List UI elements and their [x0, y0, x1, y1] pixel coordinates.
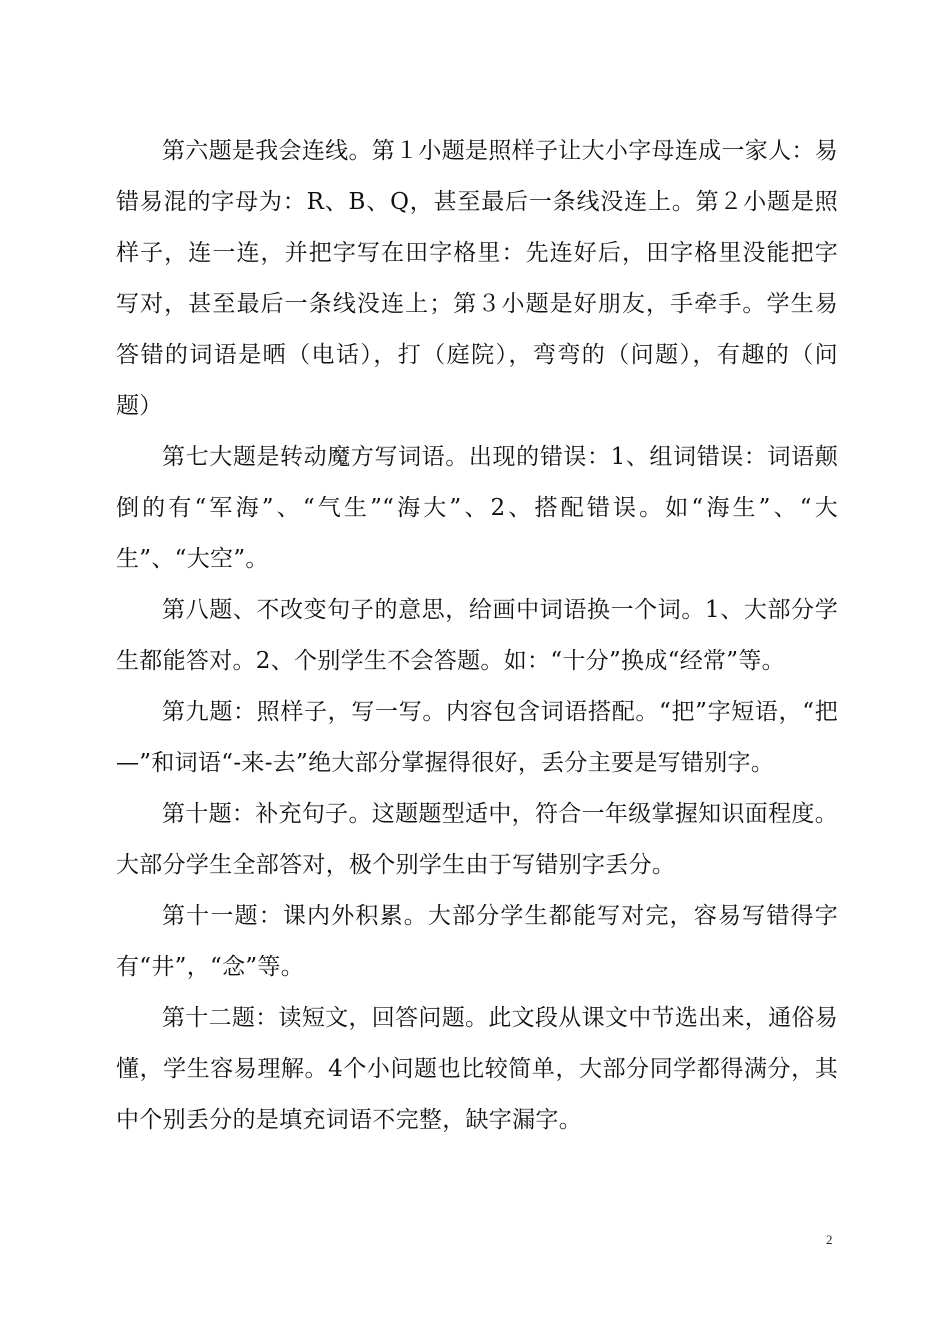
page-number: 2 [826, 1232, 833, 1247]
paragraph-question-8: 第八题、不改变句子的意思，给画中词语换一个词。1、大部分学生都能答对。2、个别学生不会答题。如：“十分”换成“经常”等。 [116, 597, 838, 674]
paragraph-question-10: 第十题：补充句子。这题题型适中，符合一年级掌握知识面程度。大部分学生全部答对，极个别学生由于写错别字丢分。 [116, 801, 838, 878]
paragraph-question-12: 第十二题：读短文，回答问题。此文段从课文中节选出来，通俗易懂，学生容易理解。4个小问题也比较简单，大部分同学都得满分，其中个别丢分的是填充词语不完整，缺字漏字。 [116, 1005, 838, 1133]
paragraph-question-6: 第六题是我会连线。第１小题是照样子让大小字母连成一家人：易错易混的字母为：R、B、Q，甚至最后一条线没连上。第２小题是照样子，连一连，并把字写在田字格里：先连好后，田字格里没能把字写对，甚至最后一条线没连上；第３小题是好朋友，手牵手。学生易答错的词语是晒（电话），打（庭院），弯弯的（问题），有趣的（问题） [116, 138, 838, 419]
document-body [116, 126, 838, 1146]
paragraph-question-11: 第十一题：课内外积累。大部分学生都能写对完，容易写错得字有“井”，“念”等。 [116, 903, 838, 980]
paragraph-question-7: 第七大题是转动魔方写词语。出现的错误：1、组词错误：词语颠倒的有“军海”、“气生”“海大”、2、搭配错误。如“海生”、“大生”、“大空”。 [116, 444, 838, 572]
paragraph-question-9: 第九题：照样子，写一写。内容包含词语搭配。“把”字短语，“把—”和词语“-来-去”绝大部分掌握得很好，丢分主要是写错别字。 [116, 699, 838, 776]
